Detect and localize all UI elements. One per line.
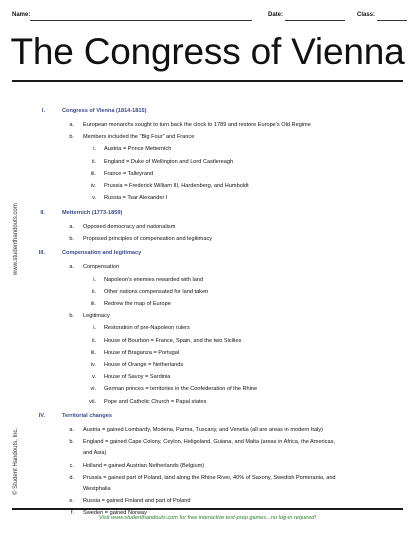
outline-text: Sweden = gained Norway: [83, 510, 147, 517]
outline-number: b.: [69, 313, 74, 320]
outline-text: Prussia = Frederick William III, Hardenberg, and Humboldt: [104, 183, 249, 189]
outline-number: iii.: [90, 349, 96, 356]
outline-number: iv.: [90, 183, 96, 189]
outline-number: iii.: [90, 301, 96, 307]
outline-text: House of Braganza = Portugal: [104, 349, 180, 356]
date-label: Date:: [268, 12, 284, 18]
outline-number: c.: [69, 462, 74, 469]
outline-text: Members included the “Big Four” and France: [83, 134, 195, 141]
outline-text: Congress of Vienna (1814-1815): [62, 108, 147, 114]
outline-number: i.: [93, 325, 96, 332]
outline-number: d.: [69, 474, 74, 481]
outline-number: b.: [69, 235, 74, 242]
outline-number: v.: [92, 195, 96, 202]
outline-number: iii.: [90, 170, 96, 177]
outline-text: Territorial changes: [62, 413, 112, 420]
outline-number: ii.: [91, 158, 96, 165]
footer-promo[interactable]: Visit www.studenthandouts.com for free interactive test-prep games...no log-in required!: [99, 515, 316, 521]
outline-number: v.: [92, 374, 96, 381]
outline-number: f.: [70, 510, 74, 517]
page-title: The Congress of Vienna: [10, 31, 405, 72]
sidebar-website: www.studenthandouts.com: [13, 203, 19, 275]
outline-text: Prussia = gained part of Poland, land along the Rhine River, 40% of Saxony, Swedish Pomerania, and: [83, 474, 336, 481]
outline-number: a.: [69, 223, 74, 230]
outline-text: and Asia): [83, 450, 107, 457]
outline-text: Westphalia: [83, 485, 111, 492]
outline-number: ii.: [91, 288, 96, 295]
outline-text: Austria = Prince Metternich: [104, 146, 172, 153]
outline-text: Pope and Catholic Church = Papal states: [104, 398, 207, 405]
outline-text: England = gained Cape Colony, Ceylon, Heligoland, Guiana, and Malta (areas in Africa, the Americas,: [83, 439, 335, 446]
outline-text: House of Savoy = Sardinia: [104, 374, 171, 381]
outline-text: Other nations compensated for land taken: [104, 288, 209, 295]
outline-number: i.: [93, 276, 96, 283]
outline-text: German princes = territories in the Confederation of the Rhine: [104, 386, 258, 393]
outline-text: Compensation: [83, 264, 120, 271]
sidebar-copyright: © Student Handouts, Inc.: [13, 427, 19, 495]
outline-number: vii.: [89, 398, 96, 405]
outline-number: a.: [69, 264, 74, 271]
outline-number: i.: [93, 146, 96, 153]
name-label: Name:: [12, 12, 31, 18]
outline-number: b.: [69, 134, 74, 141]
outline-number: b.: [69, 439, 74, 446]
outline-number: III.: [38, 250, 45, 257]
outline-text: Redrew the map of Europe: [104, 301, 171, 307]
outline-text: Compensation and legitimacy: [62, 250, 142, 257]
outline-number: ii.: [91, 337, 96, 344]
outline-number: iv.: [90, 362, 96, 368]
outline-text: Holland = gained Austrian Netherlands (Belgium): [83, 462, 205, 469]
outline-text: House of Orange = Netherlands: [104, 362, 184, 368]
outline-number: e.: [69, 497, 74, 504]
outline-number: a.: [69, 427, 74, 434]
outline-text: Russia = Tsar Alexander I: [104, 195, 168, 202]
outline-text: Napoleon’s enemies rewarded with land: [104, 276, 204, 283]
outline-text: England = Duke of Wellington and Lord Castlereagh: [104, 158, 234, 165]
class-label: Class:: [357, 12, 376, 18]
outline-text: Restoration of pre-Napoleon rulers: [104, 325, 190, 332]
outline-text: House of Bourbon = France, Spain, and the two Sicilies: [104, 337, 242, 344]
outline-number: I.: [41, 108, 45, 114]
outline-text: France = Talleyrand: [104, 170, 154, 177]
outline-number: IV.: [38, 413, 45, 420]
outline-text: Legitimacy: [83, 313, 110, 320]
outline-text: European monarchs sought to turn back the clock to 1789 and restore Europe’s Old Regime: [83, 122, 311, 128]
outline-text: Russia = gained Finland and part of Poland: [83, 497, 191, 504]
outline-number: a.: [69, 122, 74, 128]
outline-text: Metternich (1773-1859): [62, 209, 123, 216]
outline-text: Proposed principles of compensation and legitimacy: [83, 235, 213, 242]
outline-number: II.: [40, 209, 45, 216]
outline-number: vi.: [90, 386, 96, 393]
outline-text: Opposed democracy and nationalism: [83, 223, 176, 230]
outline-text: Austria = gained Lombardy, Modena, Parma, Tuscany, and Venetia (all are areas in modern Italy): [83, 427, 323, 434]
